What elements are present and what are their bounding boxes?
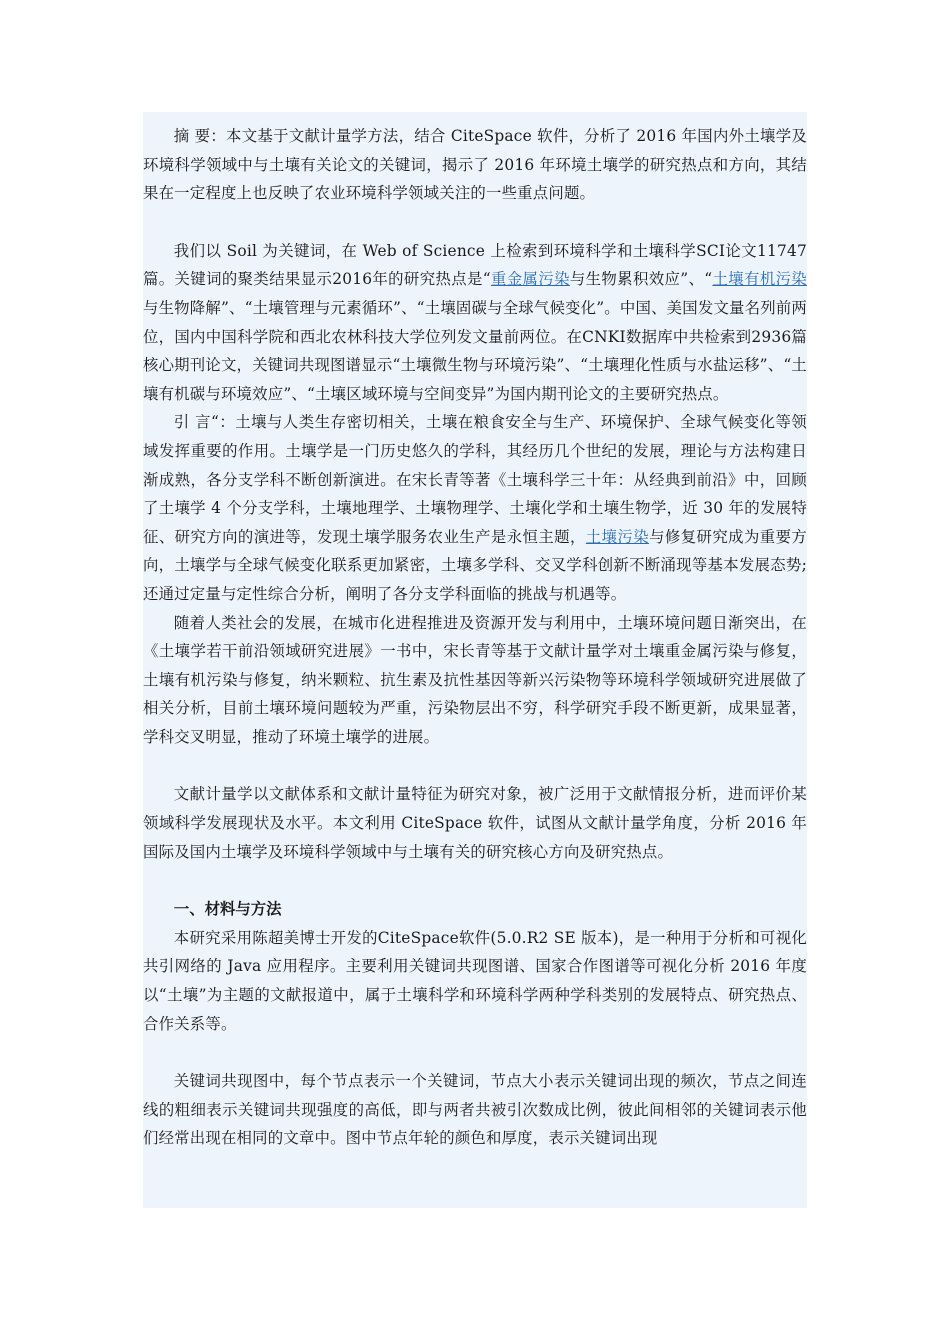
summary-text-1: 我们以 Soil 为关键词，在 Web of Science 上检索到环境科学和土壤科学SCI论文11747篇。关键词的聚类结果显示2016年的研究热点是“ (143, 241, 807, 289)
spacer (143, 751, 807, 780)
section-heading-materials-methods: 一、材料与方法 (173, 900, 282, 919)
article-body (143, 112, 807, 1208)
bibliometrics-paragraph: 文献计量学以文献体系和文献计量特征为研究对象，被广泛用于文献情报分析，进而评价某领域科学发展现状及水平。本文利用 CiteSpace 软件，试图从文献计量学角度，分析 2016 年国际及国内土壤学及环境科学领域中与土壤有关的研究核心方向及研究热点。 (143, 785, 807, 861)
abstract-paragraph (143, 122, 807, 208)
methods-paragraph-1: 本研究采用陈超美博士开发的CiteSpace软件(5.0.R2 SE 版本)，是一种用于分析和可视化共引网络的 Java 应用程序。主要利用关键词共现图谱、国家合作图谱等可视化分析 2016 年度以“土壤”为主题的文献报道中，属于土壤科学和环境科学两种学科类别的发展特点、研究热点、合作关系等。 (143, 928, 807, 1033)
summary-text-3: 与生物降解”、“土壤管理与元素循环”、“土壤固碳与全球气候变化”。中国、美国发文量名列前两位，国内中国科学院和西北农林科技大学位列发文量前两位。在CNKI数据库中共检索到2936篇核心期刊论文，关键词共现图谱显示“土壤微生物与环境污染”、“土壤理化性质与水盐运移”、“土壤有机碳与环境效应”、“土壤区域环境与空间变异”为国内期刊论文的主要研究热点。 (143, 298, 807, 403)
soil-pollution-link[interactable]: 土壤污染 (585, 527, 650, 546)
abstract-label: 摘 要： (173, 127, 227, 145)
soil-organic-pollution-link[interactable]: 土壤有机污染 (712, 270, 807, 289)
context-paragraph: 随着人类社会的发展，在城市化进程推进及资源开发与利用中，土壤环境问题日渐突出，在《土壤学若干前沿领域研究进展》一书中，宋长青等基于文献计量学对土壤重金属污染与修复，土壤有机污染与修复，纳米颗粒、抗生素及抗性基因等新兴污染物等环境科学领域研究进展做了相关分析，目前土壤环境问题较为严重，污染物层出不穷，科学研究手段不断更新，成果显著，学科交叉明显，推动了环境土壤学的进展。 (143, 613, 807, 746)
summary-paragraph (143, 237, 807, 409)
intro-paragraph (143, 408, 807, 608)
spacer (143, 208, 807, 237)
heavy-metal-pollution-link[interactable]: 重金属污染 (490, 270, 570, 289)
spacer (143, 866, 807, 895)
abstract-text: 本文基于文献计量学方法，结合 CiteSpace 软件，分析了 2016 年国内外土壤学及环境科学领域中与土壤有关论文的关键词，揭示了 2016 年环境土壤学的研究热点和方向，其结果在一定程度上也反映了农业环境科学领域关注的一些重点问题。 (143, 127, 807, 203)
intro-text-2: 与修复研究成为重要方向，土壤学与全球气候变化联系更加紧密，土壤多学科、交叉学科创新不断涌现等基本发展态势;还通过定量与定性综合分析，阐明了各分支学科面临的挑战与机遇等。 (143, 527, 807, 603)
intro-label: 引 言“： (173, 413, 236, 432)
intro-text-1: 土壤与人类生存密切相关，土壤在粮食安全与生产、环境保护、全球气候变化等领域发挥重要的作用。土壤学是一门历史悠久的学科，其经历几个世纪的发展，理论与方法构建日渐成熟，各分支学科不断创新演进。在宋长青等著《土壤科学三十年：从经典到前沿》中，回顾了土壤学 4 个分支学科，土壤地理学、土壤物理学、土壤化学和土壤生物学，近 30 年的发展特征、研究方向的演进等，发现土壤学服务农业生产是永恒主题， (143, 413, 807, 546)
spacer (143, 1038, 807, 1067)
methods-paragraph-2: 关键词共现图中，每个节点表示一个关键词，节点大小表示关键词出现的频次，节点之间连线的粗细表示关键词共现强度的高低，即与两者共被引次数成比例，彼此间相邻的关键词表示他们经常出现在相同的文章中。图中节点年轮的颜色和厚度，表示关键词出现 (143, 1072, 807, 1148)
summary-text-2: 与生物累积效应”、“ (569, 270, 713, 289)
